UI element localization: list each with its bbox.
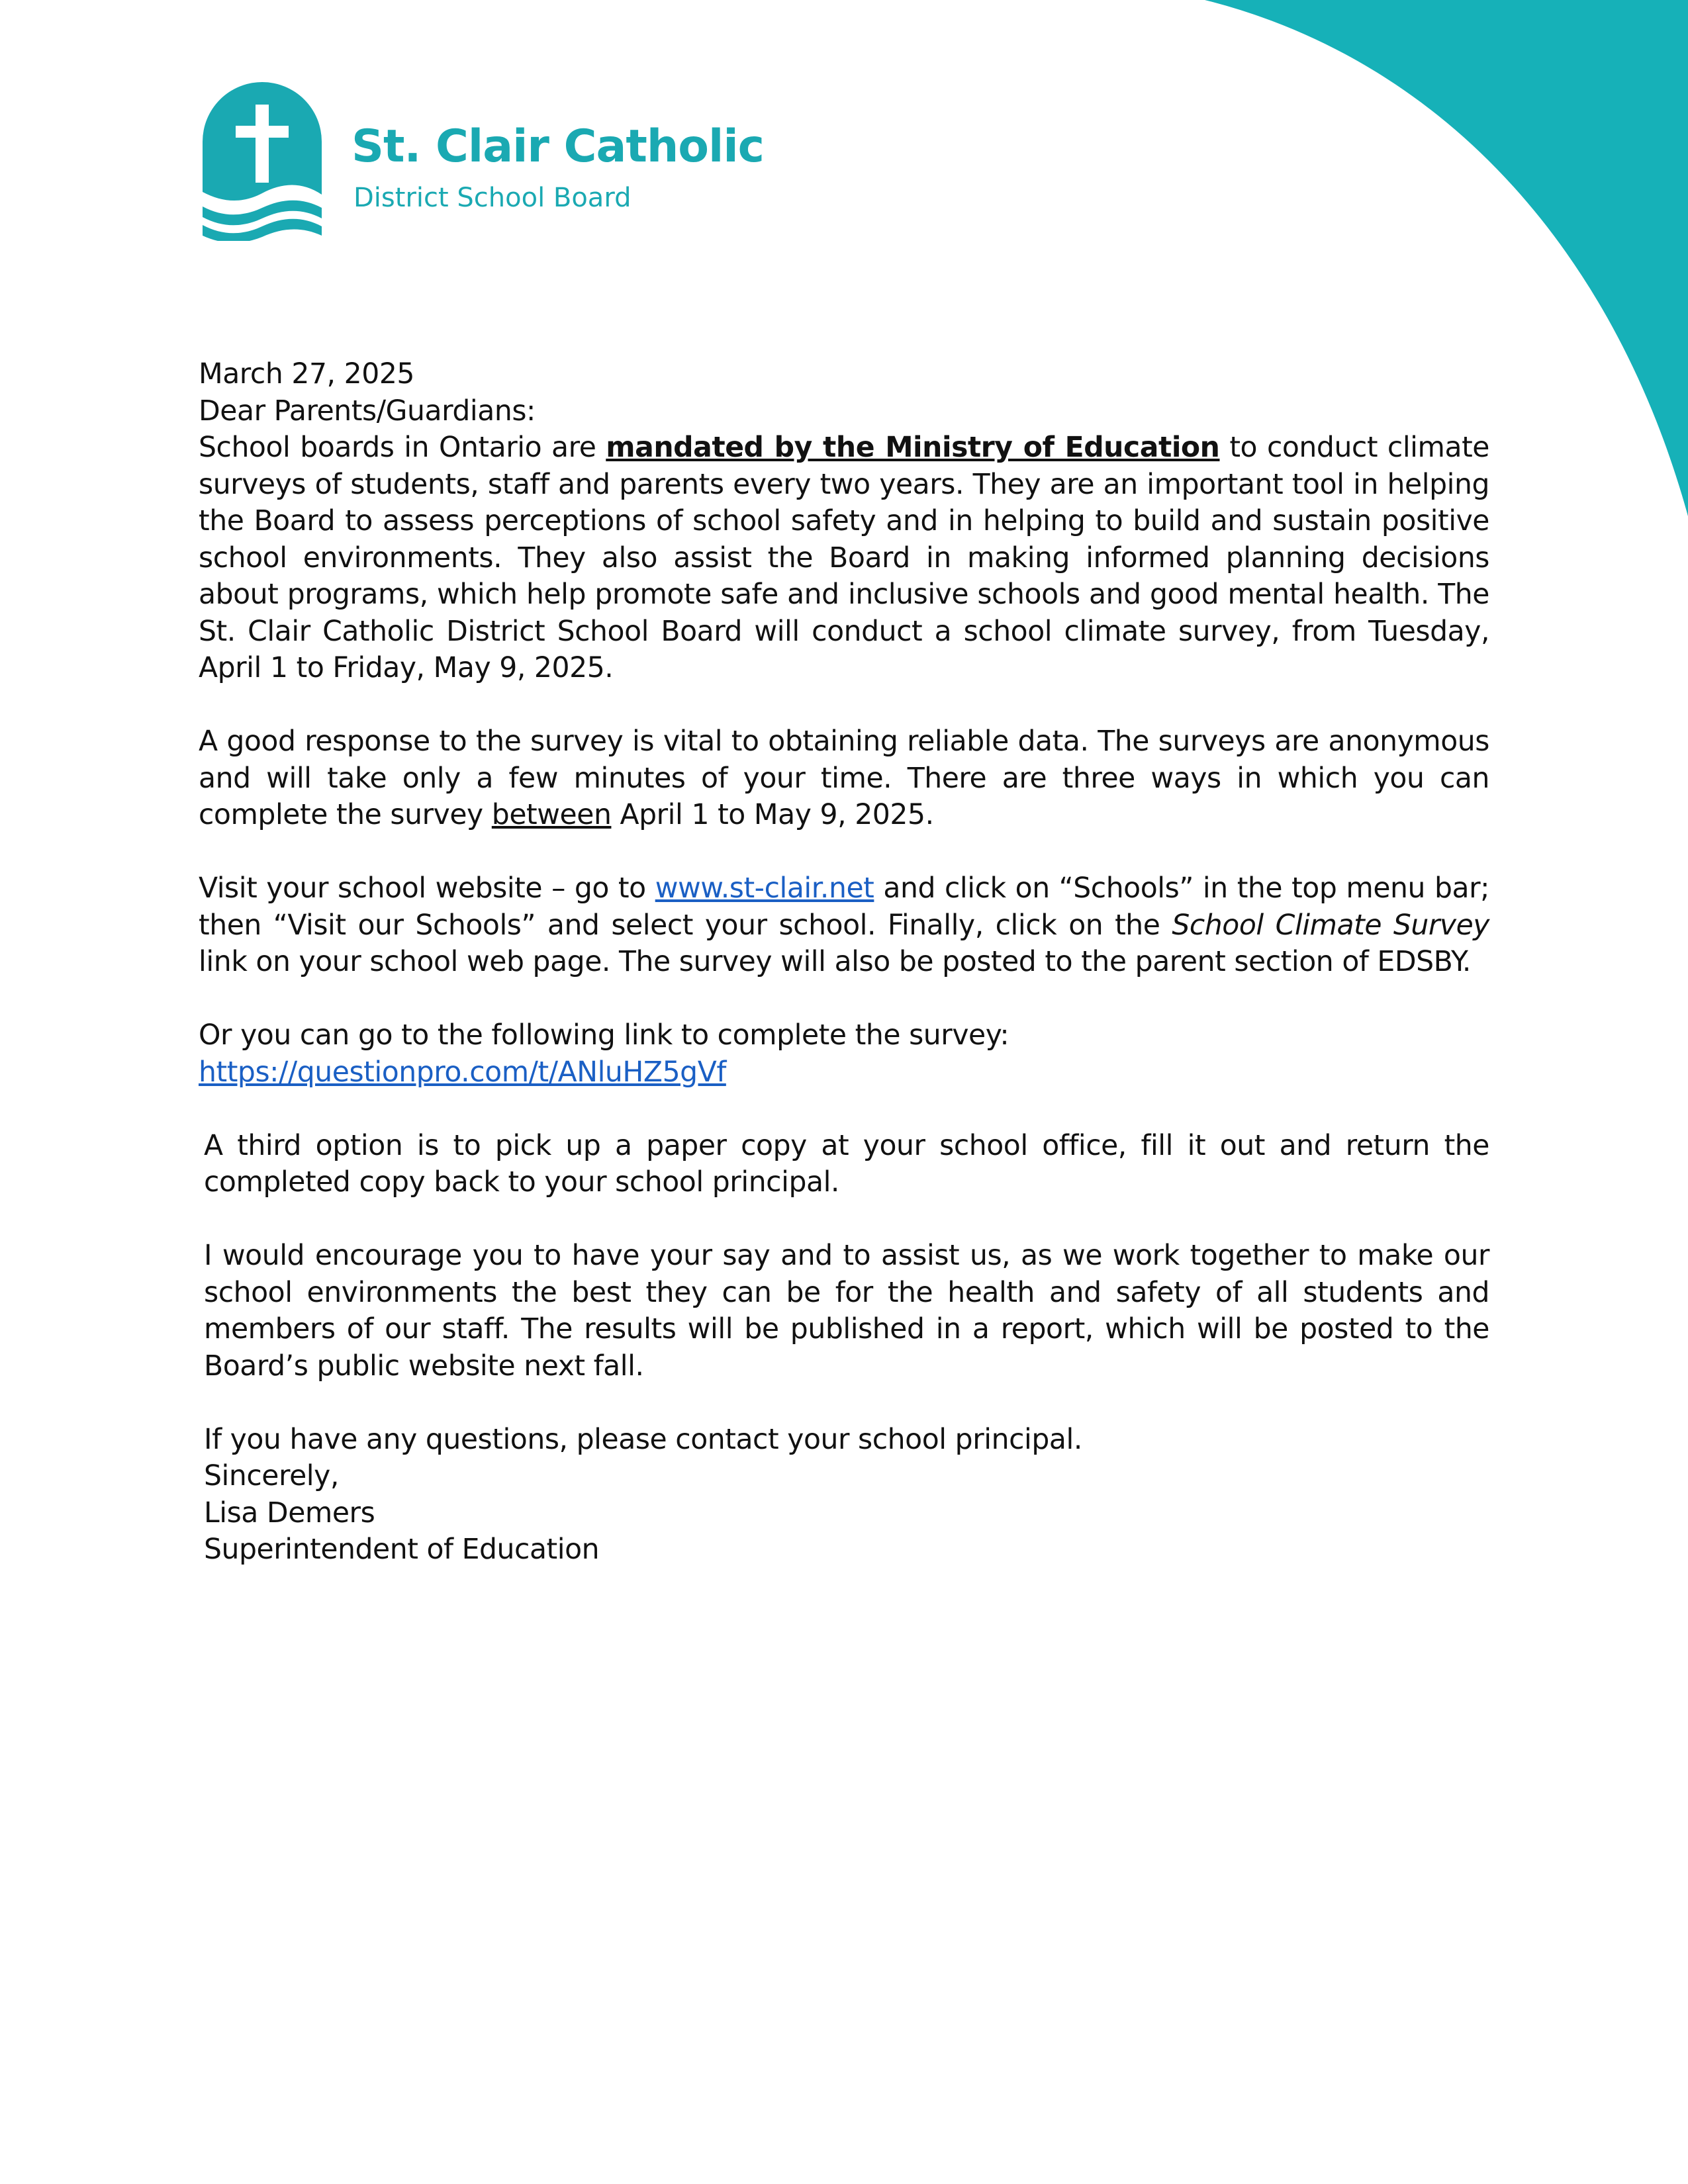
p2-before: A good response to the survey is vital to obtaining reliable data. The surveys are anonymous and will take only a few minutes of your time. There are three ways in which you can complete the survey xyxy=(199,725,1489,831)
paragraph-mandate xyxy=(199,430,1489,687)
signer-title: Superintendent of Education xyxy=(204,1533,600,1566)
letter-date: March 27, 2025 xyxy=(199,358,415,390)
website-link[interactable]: www.st-clair.net xyxy=(655,872,874,905)
between-underlined: between xyxy=(491,799,612,831)
p2-after: April 1 to May 9, 2025. xyxy=(611,799,934,831)
mandate-emphasis: mandated by the Ministry of Education xyxy=(606,432,1220,464)
closing: Sincerely, xyxy=(204,1460,339,1492)
p1-after: to conduct climate surveys of students, staff and parents every two years. They are an important tool in helping the Board to assess perceptions of school safety and in helping to build and sustain positive school environments. They also assist the Board in making informed planning decisions about programs, which help promote safe and inclusive schools and good mental health. The St. Clair Catholic District School Board will conduct a school climate survey, from Tuesday, April 1 to Friday, May 9, 2025. xyxy=(199,432,1489,684)
paragraph-paper-copy: A third option is to pick up a paper copy at your school office, fill it out and return the completed copy back to your school principal. xyxy=(204,1129,1489,1199)
survey-link[interactable]: https://questionpro.com/t/ANluHZ5gVf xyxy=(199,1056,726,1089)
cross-on-waves-icon xyxy=(203,82,361,241)
letter-greeting: Dear Parents/Guardians: xyxy=(199,394,536,428)
paragraph-encourage: I would encourage you to have your say and to assist us, as we work together to make our school environments the best they can be for the health and safety of all students and members of our staff. The results will be published in a report, which will be posted to the Board’s public website next fall. xyxy=(204,1240,1489,1383)
p1-before: School boards in Ontario are xyxy=(199,432,606,464)
paragraph-questions: If you have any questions, please contact your school principal. xyxy=(204,1423,1082,1456)
paragraph-website xyxy=(199,870,1489,981)
p3-middle: and click on “Schools” in the top menu bar; then “Visit our Schools” and select your school. Finally, click on the xyxy=(199,872,1489,942)
brand-subtitle: District School Board xyxy=(353,183,632,213)
board-logo xyxy=(203,82,764,241)
brand-title: St. Clair Catholic xyxy=(352,120,764,173)
paragraph-survey-link xyxy=(199,1017,1489,1091)
p3-before: Visit your school website – go to xyxy=(199,872,655,905)
paragraph-response xyxy=(199,723,1489,834)
survey-name: School Climate Survey xyxy=(1172,909,1490,942)
p4-text: Or you can go to the following link to complete the survey: xyxy=(199,1019,1009,1052)
signer-name: Lisa Demers xyxy=(204,1496,375,1529)
letter-body xyxy=(199,356,1489,1569)
p3-after: link on your school web page. The survey will also be posted to the parent section of EDSBY. xyxy=(199,946,1471,978)
